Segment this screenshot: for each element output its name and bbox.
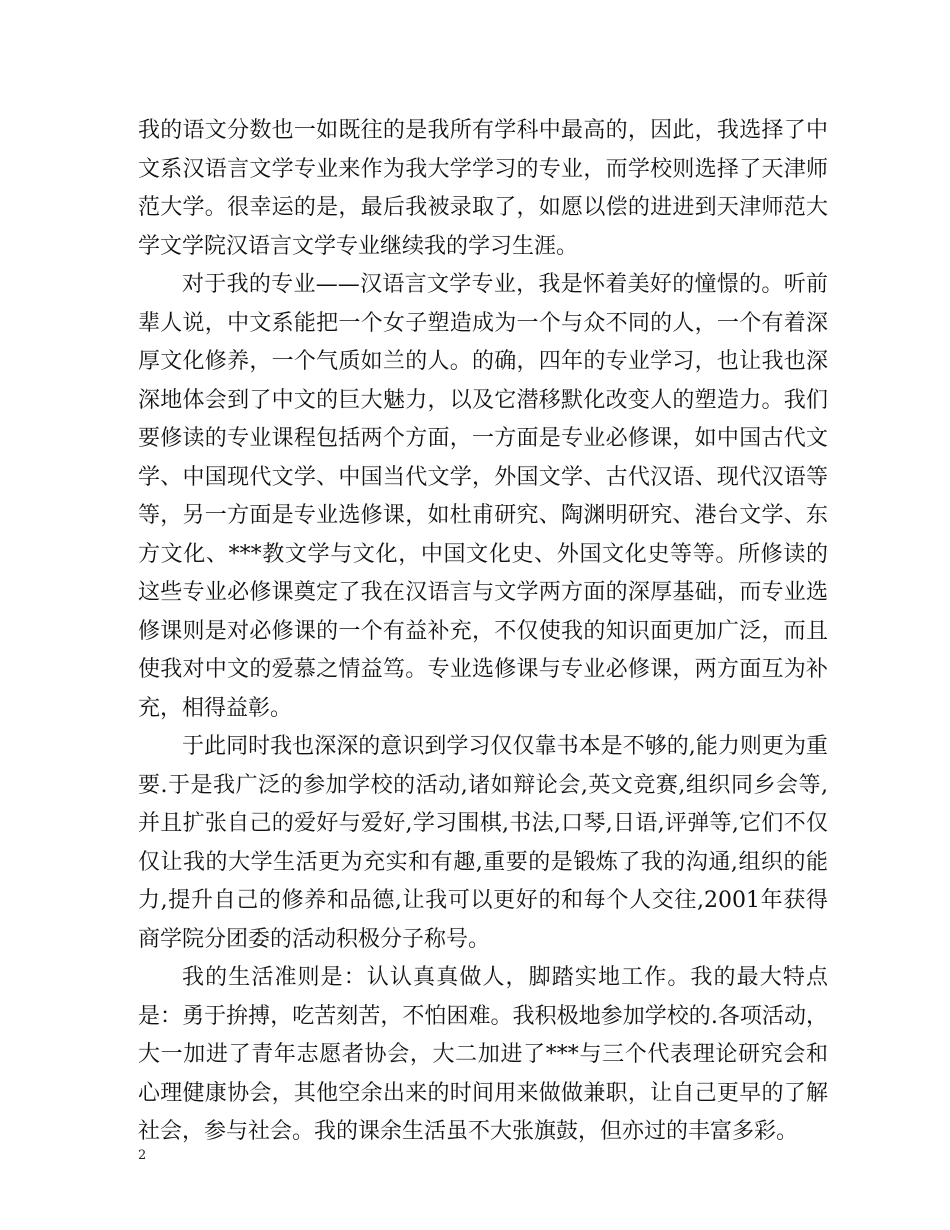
paragraph-2: 对于我的专业——汉语言文学专业，我是怀着美好的憧憬的。听前辈人说，中文系能把一个女子塑造成为一个与众不同的人，一个有着深厚文化修养，一个气质如兰的人。的确，四年的专业学习，也让我也深深地体会到了中文的巨大魅力，以及它潜移默化改变人的塑造力。我们要修读的专业课程包括两个方面，一方面是专业必修课，如中国古代文学、中国现代文学、中国当代文学，外国文学、古代汉语、现代汉语等等，另一方面是专业选修课，如杜甫研究、陶渊明研究、港台文学、东方文化、***教文学与文化，中国文化史、外国文化史等等。所修读的这些专业必修课奠定了我在汉语言与文学两方面的深厚基础，而专业选修课则是对必修课的一个有益补充，不仅使我的知识面更加广泛，而且使我对中文的爱慕之情益笃。专业选修课与专业必修课，两方面互为补充，相得益彰。 <box>138 272 828 721</box>
paragraph-1: 我的语文分数也一如既往的是我所有学科中最高的，因此，我选择了中文系汉语言文学专业来作为我大学学习的专业，而学校则选择了天津师范大学。很幸运的是，最后我被录取了，如愿以偿的进进到天津师范大学文学院汉语言文学专业继续我的学习生涯。 <box>138 118 828 259</box>
paragraph-4: 我的生活准则是：认认真真做人，脚踏实地工作。我的最大特点是：勇于拚搏，吃苦刻苦，不怕困难。我积极地参加学校的.各项活动，大一加进了青年志愿者协会，大二加进了***与三个代表理论研究会和心理健康协会，其他空余出来的时间用来做做兼职，让自己更早的了解社会，参与社会。我的课余生活虽不大张旗鼓，但亦过的丰富多彩。 <box>138 965 828 1144</box>
paragraph-3: 于此同时我也深深的意识到学习仅仅靠书本是不够的,能力则更为重要.于是我广泛的参加学校的活动,诸如辩论会,英文竞赛,组织同乡会等,并且扩张自己的爱好与爱好,学习围棋,书法,口琴,日语,评弹等,它们不仅仅让我的大学生活更为充实和有趣,重要的是锻炼了我的沟通,组织的能力,提升自己的修养和品德,让我可以更好的和每个人交往,2001年获得商学院分团委的活动积极分子称号。 <box>138 734 828 952</box>
body-text <box>138 112 828 1152</box>
page-number: 2 <box>138 1148 147 1163</box>
